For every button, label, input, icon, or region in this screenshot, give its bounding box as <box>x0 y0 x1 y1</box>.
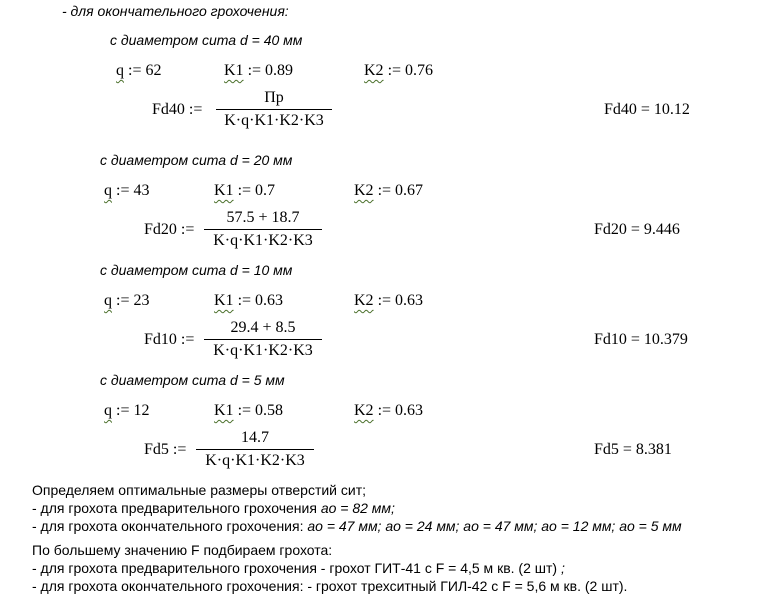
conclusion-line-6: - для грохота окончательного грохочения: - грохот трехситный ГИЛ-42 с F = 5,6 м кв. (2 шт). <box>32 578 628 594</box>
lhs-fd5: Fd5 := <box>144 441 187 458</box>
denominator-fd10: K·q·K1·K2·K3 <box>213 342 313 359</box>
result-fd20: Fd20 = 9.446 <box>594 221 680 238</box>
conclusion-line-1: Определяем оптимальные размеры отверстий сит; <box>32 482 367 498</box>
k2-assignment-d10: K2 := 0.63 <box>354 292 424 309</box>
caption-d20: с диаметром сита d = 20 мм <box>100 152 293 168</box>
caption-d5: с диаметром сита d = 5 мм <box>100 372 285 388</box>
q-variable: q <box>116 62 124 79</box>
fraction-fd10 <box>204 319 322 360</box>
conclusion-line-2: - для грохота предварительного грохочения ао = 82 мм; <box>32 500 395 516</box>
k1-assignment-d20: K1 := 0.7 <box>214 182 276 199</box>
k1-assignment-d5: K1 := 0.58 <box>214 402 284 419</box>
q-variable: q <box>104 182 112 199</box>
lhs-fd40: Fd40 := <box>152 101 203 118</box>
denominator-fd40: K·q·K1·K2·K3 <box>224 112 324 129</box>
k1-assignment-d40: K1 := 0.89 <box>224 62 294 79</box>
numerator-fd40: Пр <box>264 89 284 106</box>
q-assignment-d40: q := 62 <box>116 62 162 79</box>
k2-assignment-d5: K2 := 0.63 <box>354 402 424 419</box>
k2-variable: K2 <box>354 182 374 199</box>
denominator-fd20: K·q·K1·K2·K3 <box>213 232 313 249</box>
k1-variable: K1 <box>214 292 234 309</box>
numerator-fd10: 29.4 + 8.5 <box>230 319 296 336</box>
numerator-fd5: 14.7 <box>241 429 269 446</box>
k1-variable: K1 <box>214 402 234 419</box>
q-variable: q <box>104 402 112 419</box>
section-heading: - для окончательного грохочения: <box>62 3 289 19</box>
q-assignment-d20: q := 43 <box>104 182 150 199</box>
result-fd40: Fd40 = 10.12 <box>604 101 690 118</box>
fraction-fd5 <box>196 429 314 470</box>
fraction-fd20 <box>204 209 322 250</box>
k1-assignment-d10: K1 := 0.63 <box>214 292 284 309</box>
k1-variable: K1 <box>224 62 244 79</box>
k2-assignment-d40: K2 := 0.76 <box>364 62 434 79</box>
conclusion-line-3: - для грохота окончательного грохочения: ао = 47 мм; ао = 24 мм; ао = 47 мм; ао = 12 мм; ао = 5 мм <box>32 518 682 534</box>
q-assignment-d10: q := 23 <box>104 292 150 309</box>
denominator-fd5: K·q·K1·K2·K3 <box>205 452 305 469</box>
conclusion-line-4: По большему значению F подбираем грохота: <box>32 542 333 558</box>
lhs-fd20: Fd20 := <box>144 221 195 238</box>
k2-variable: K2 <box>364 62 384 79</box>
k1-variable: K1 <box>214 182 234 199</box>
result-fd5: Fd5 = 8.381 <box>594 441 672 458</box>
conclusion-line-5: - для грохота предварительного грохочения - грохот ГИТ-41 с F = 4,5 м кв. (2 шт) ; <box>32 560 565 576</box>
k2-variable: K2 <box>354 292 374 309</box>
lhs-fd10: Fd10 := <box>144 331 195 348</box>
k2-variable: K2 <box>354 402 374 419</box>
fraction-fd40 <box>216 89 332 130</box>
q-variable: q <box>104 292 112 309</box>
k2-assignment-d20: K2 := 0.67 <box>354 182 424 199</box>
caption-d10: с диаметром сита d = 10 мм <box>100 262 293 278</box>
result-fd10: Fd10 = 10.379 <box>594 331 688 348</box>
q-assignment-d5: q := 12 <box>104 402 150 419</box>
caption-d40: с диаметром сита d = 40 мм <box>110 32 303 48</box>
numerator-fd20: 57.5 + 18.7 <box>226 209 300 226</box>
